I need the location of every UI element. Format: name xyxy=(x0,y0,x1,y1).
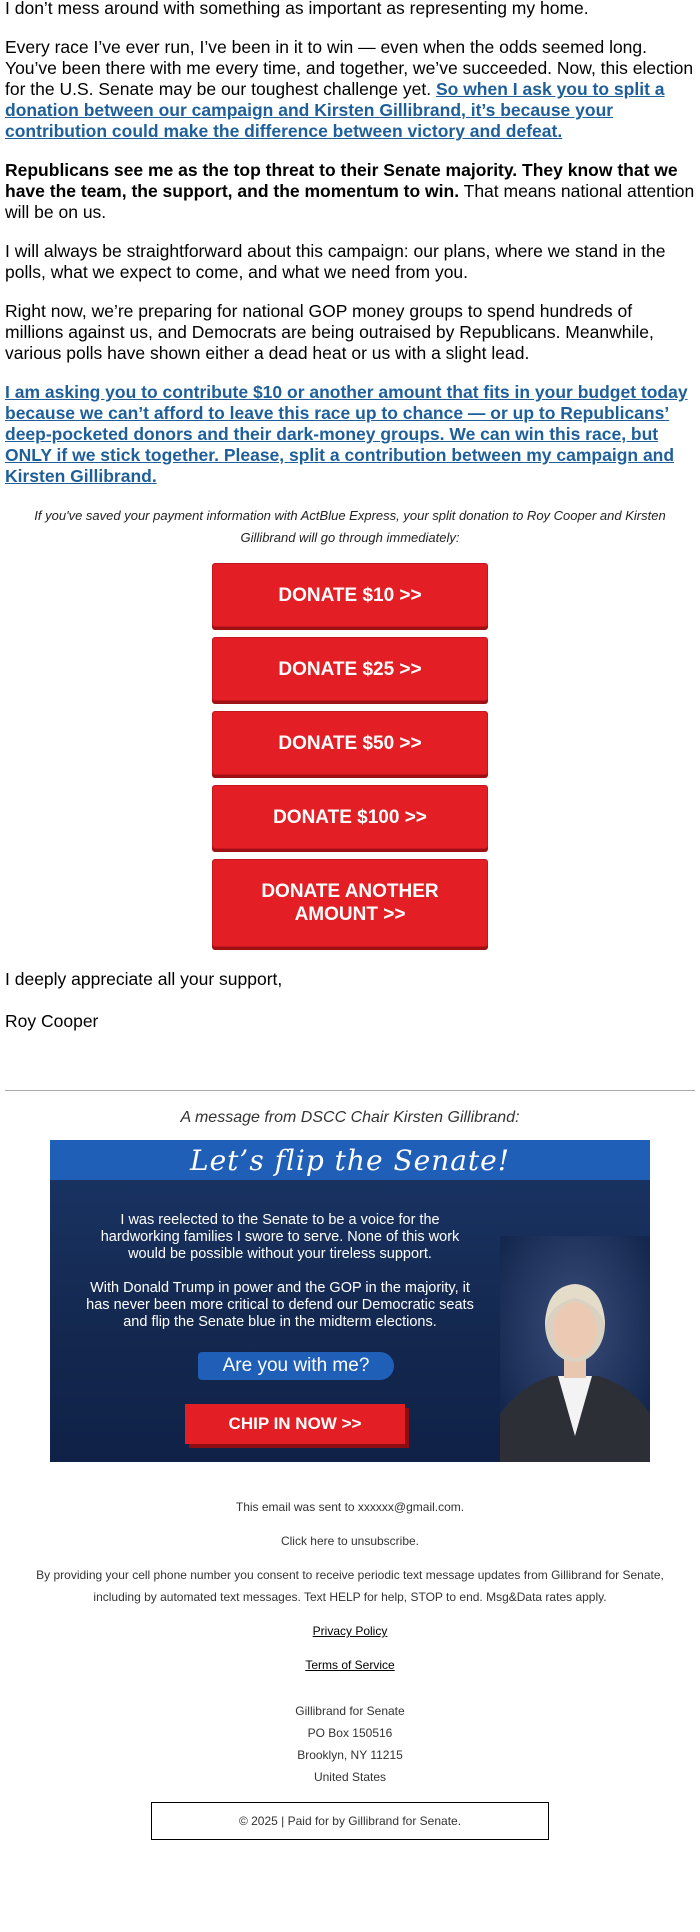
banner-text xyxy=(80,1212,480,1348)
terms-row xyxy=(5,1654,695,1676)
donate-100-button[interactable]: DONATE $100 >> xyxy=(212,785,488,849)
paragraph-gop-money: Right now, we’re preparing for national GOP money groups to spend hundreds of millions against us, and Democrats are being outraised by Republicans. Meanwhile, various polls have shown either a dead heat or us with a slight lead. xyxy=(5,301,654,363)
unsubscribe-link[interactable]: Click here to unsubscribe. xyxy=(280,1534,420,1548)
donate-other-amount-label: DONATE ANOTHER AMOUNT >> xyxy=(261,881,439,925)
terms-of-service-link[interactable]: Terms of Service xyxy=(305,1658,395,1672)
signoff xyxy=(5,969,695,1032)
paragraph-race-text: Every race I’ve ever run, I’ve been in it to win — even when the odds seemed long. You’ve been there with me every time, and together, we’ve succeeded. Now, this election for the U.S. Senate may be our toughest challenge yet. xyxy=(5,37,694,99)
banner-heading: Let’s flip the Senate! xyxy=(190,1143,510,1177)
donate-buttons xyxy=(5,563,695,947)
gillibrand-portrait xyxy=(500,1236,650,1462)
gillibrand-banner[interactable] xyxy=(50,1140,650,1462)
address-country: United States xyxy=(313,1770,387,1784)
address-po: PO Box 150516 xyxy=(307,1726,393,1740)
closing-line: I deeply appreciate all your support, xyxy=(5,969,283,989)
paragraph-ask xyxy=(5,382,695,487)
paragraph-threat-text: That means national attention will be on us. xyxy=(5,181,695,222)
donate-50-button[interactable]: DONATE $50 >> xyxy=(212,711,488,775)
paid-for-disclaimer: © 2025 | Paid for by Gillibrand for Senate. xyxy=(151,1802,549,1840)
signature: Roy Cooper xyxy=(5,1011,99,1031)
banner-paragraph-2: With Donald Trump in power and the GOP in the majority, it has never been more critical to defend our Democratic seats and flip the Senate blue in the midterm elections. xyxy=(86,1280,474,1330)
banner-paragraph-1: I was reelected to the Senate to be a voice for the hardworking families I swore to serve. None of this work would be possible without your tireless support. xyxy=(100,1212,460,1262)
donate-25-button[interactable]: DONATE $25 >> xyxy=(212,637,488,701)
mailing-address xyxy=(5,1700,695,1788)
address-org: Gillibrand for Senate xyxy=(295,1704,405,1718)
banner-heading-bar xyxy=(50,1140,650,1180)
sent-to-line: This email was sent to xxxxxx@gmail.com. xyxy=(235,1500,465,1514)
paragraph-straightforward: I will always be straightforward about this campaign: our plans, where we stand in the polls, what we expect to come, and what we need from you. xyxy=(5,241,666,282)
paragraph-threat-bold: Republicans see me as the top threat to their Senate majority. They know that we have the team, the support, and the momentum to win. xyxy=(5,160,678,201)
privacy-policy-link[interactable]: Privacy Policy xyxy=(312,1624,388,1638)
donate-10-button[interactable]: DONATE $10 >> xyxy=(212,563,488,627)
email-body xyxy=(5,0,695,1840)
banner-question: Are you with me? xyxy=(198,1352,394,1380)
paragraph-race xyxy=(5,37,695,142)
address-city: Brooklyn, NY 11215 xyxy=(297,1748,403,1762)
donate-other-amount-button[interactable] xyxy=(212,859,488,947)
split-donation-link[interactable]: So when I ask you to split a donation between our campaign and Kirsten Gillibrand, it’s because your contribution could make the difference between victory and defeat. xyxy=(5,79,665,141)
actblue-note: If you've saved your payment information with ActBlue Express, your split donation to Roy Cooper and Kirsten Gillibrand will go through immediately: xyxy=(34,508,666,545)
message-from-line: A message from DSCC Chair Kirsten Gillibrand: xyxy=(180,1109,520,1126)
paragraph-intro: I don’t mess around with something as important as representing my home. xyxy=(5,0,589,18)
email-footer xyxy=(5,1496,695,1840)
letter-copy xyxy=(5,0,695,487)
chip-in-now-button[interactable]: CHIP IN NOW >> xyxy=(185,1404,405,1444)
divider xyxy=(5,1090,695,1091)
contribute-link[interactable]: I am asking you to contribute $10 or another amount that fits in your budget today because we can’t afford to leave this race up to chance — or up to Republicans’ deep-pocketed donors and their dark-money groups. We can win this race, but ONLY if we stick together. Please, split a contribution between my campaign and Kirsten Gillibrand. xyxy=(5,382,688,486)
paragraph-threat xyxy=(5,160,695,223)
privacy-row xyxy=(5,1620,695,1642)
sms-consent: By providing your cell phone number you consent to receive periodic text message updates from Gillibrand for Senate, including by automated text messages. Text HELP for help, STOP to end. Msg&Data rates apply. xyxy=(36,1568,664,1604)
